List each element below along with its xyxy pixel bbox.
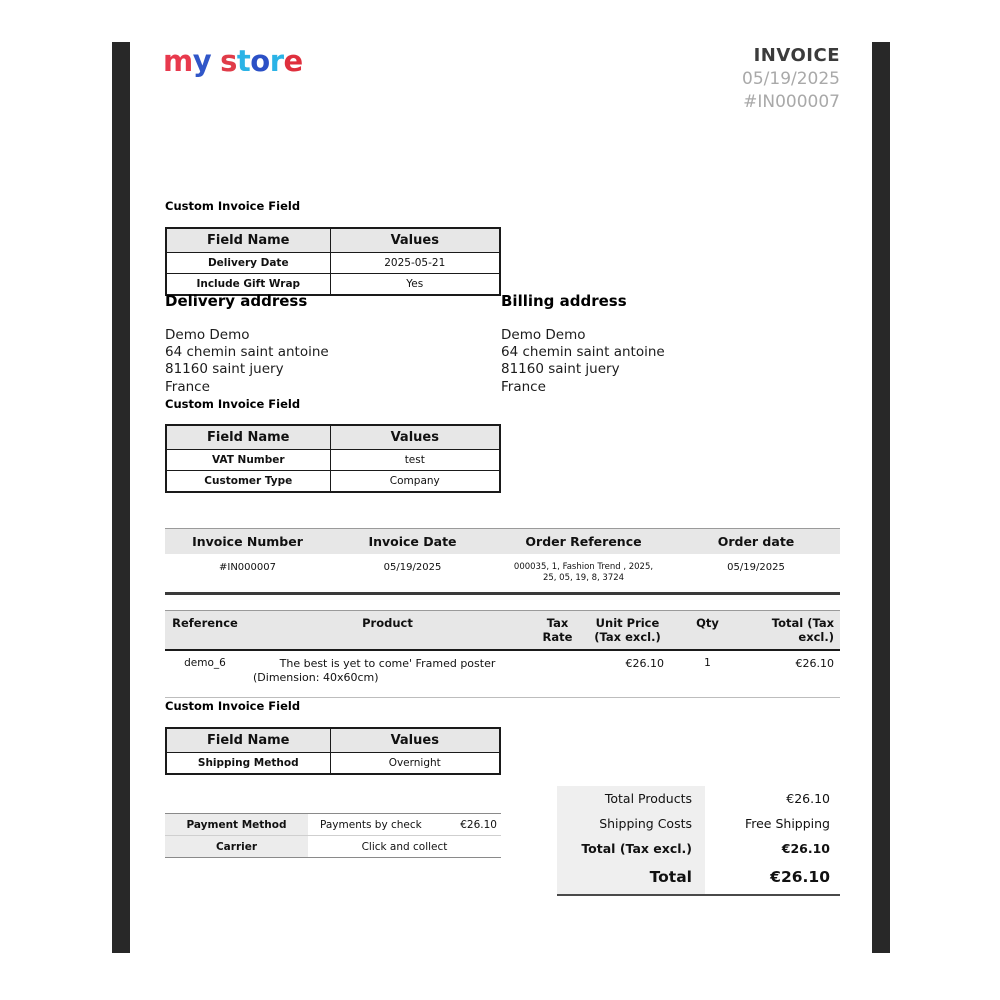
carrier-value: Click and collect bbox=[308, 836, 501, 858]
total-tax-excl-value: €26.10 bbox=[781, 841, 830, 856]
shipping-costs-value: Free Shipping bbox=[744, 816, 830, 831]
shipping-costs-row bbox=[557, 811, 840, 836]
column-header-field-name: Field Name bbox=[166, 728, 330, 753]
product-table bbox=[165, 610, 840, 698]
logo-letter: y bbox=[192, 44, 212, 78]
custom-field-table-delivery bbox=[165, 227, 501, 296]
field-name-cell: Customer Type bbox=[166, 471, 330, 493]
page-right-bar bbox=[872, 42, 890, 953]
payment-method-value-cell bbox=[308, 814, 501, 836]
delivery-address-title: Delivery address bbox=[165, 292, 308, 310]
payment-method-amount: €26.10 bbox=[460, 818, 497, 831]
product-name-line: The best is yet to come' Framed poster bbox=[279, 657, 496, 670]
grand-total-value: €26.10 bbox=[770, 868, 830, 886]
custom-field-table-shipping bbox=[165, 727, 501, 775]
total-tax-excl-row bbox=[557, 836, 840, 861]
order-date-cell: 05/19/2025 bbox=[727, 562, 785, 573]
carrier-row bbox=[165, 836, 501, 858]
table-row bbox=[166, 253, 500, 274]
line-total-cell: €26.10 bbox=[795, 657, 834, 670]
product-reference-cell: demo_6 bbox=[184, 657, 226, 669]
product-name-cell bbox=[245, 650, 530, 698]
store-logo bbox=[163, 44, 303, 78]
tax-rate-cell bbox=[530, 650, 585, 698]
custom-field-section-label: Custom Invoice Field bbox=[165, 199, 301, 213]
field-value-cell: Yes bbox=[330, 274, 500, 296]
unit-price-cell: €26.10 bbox=[625, 657, 664, 670]
field-name-cell: Include Gift Wrap bbox=[166, 274, 330, 296]
column-header-field-name: Field Name bbox=[166, 228, 330, 253]
order-reference-line: 000035, 1, Fashion Trend , 2025, bbox=[513, 562, 654, 572]
grand-total-label: Total bbox=[557, 861, 705, 895]
address-line: Demo Demo bbox=[501, 327, 586, 343]
column-header-tax-rate: Tax Rate bbox=[530, 611, 585, 651]
custom-field-section-label: Custom Invoice Field bbox=[165, 397, 301, 411]
logo-letter: m bbox=[163, 44, 193, 78]
billing-address-title: Billing address bbox=[501, 292, 627, 310]
column-header-reference: Reference bbox=[165, 611, 245, 651]
column-header-field-name: Field Name bbox=[166, 425, 330, 450]
field-name-cell: Shipping Method bbox=[166, 753, 330, 775]
grand-total-row bbox=[557, 861, 840, 895]
total-tax-excl-label: Total (Tax excl.) bbox=[557, 836, 705, 861]
logo-letter: r bbox=[269, 44, 284, 78]
invoice-date-cell: 05/19/2025 bbox=[383, 562, 442, 573]
column-header-values: Values bbox=[330, 425, 500, 450]
address-line: 81160 saint juery bbox=[165, 361, 284, 378]
order-reference-cell bbox=[495, 554, 672, 594]
page-left-bar bbox=[112, 42, 130, 953]
totals-table bbox=[557, 786, 840, 896]
invoice-header bbox=[540, 44, 840, 114]
carrier-label: Carrier bbox=[165, 836, 308, 858]
address-line: 64 chemin saint antoine bbox=[165, 344, 329, 361]
table-row bbox=[165, 554, 840, 594]
payment-method-row bbox=[165, 814, 501, 836]
table-row bbox=[166, 753, 500, 775]
table-row bbox=[166, 450, 500, 471]
order-reference-line: 25, 05, 19, 8, 3724 bbox=[542, 572, 625, 583]
custom-field-section-label: Custom Invoice Field bbox=[165, 699, 301, 713]
payment-method-label: Payment Method bbox=[165, 814, 308, 836]
field-value-cell: test bbox=[330, 450, 500, 471]
logo-letter: s bbox=[220, 44, 237, 78]
address-line: France bbox=[165, 378, 210, 395]
logo-letter: t bbox=[236, 44, 251, 78]
column-header-invoice-date: Invoice Date bbox=[330, 529, 495, 555]
invoice-number-cell: #IN000007 bbox=[219, 562, 276, 573]
column-header-values: Values bbox=[330, 228, 500, 253]
billing-address-block bbox=[501, 327, 665, 396]
field-value-cell: 2025-05-21 bbox=[330, 253, 500, 274]
invoice-number: #IN000007 bbox=[743, 92, 840, 112]
column-header-order-reference: Order Reference bbox=[495, 529, 672, 555]
field-value-cell: Company bbox=[330, 471, 500, 493]
product-row bbox=[165, 650, 840, 698]
delivery-address-block bbox=[165, 327, 329, 396]
payment-method-value: Payments by check bbox=[320, 818, 422, 831]
invoice-title: INVOICE bbox=[753, 45, 840, 66]
column-header-values: Values bbox=[330, 728, 500, 753]
column-header-qty: Qty bbox=[670, 611, 745, 651]
custom-field-table-vat bbox=[165, 424, 501, 493]
address-line: 81160 saint juery bbox=[501, 361, 620, 378]
total-products-value: €26.10 bbox=[786, 791, 830, 806]
column-header-unit-price: Unit Price (Tax excl.) bbox=[585, 611, 670, 651]
column-header-order-date: Order date bbox=[672, 529, 840, 555]
field-name-cell: Delivery Date bbox=[166, 253, 330, 274]
table-row bbox=[166, 471, 500, 493]
logo-letter: o bbox=[250, 44, 270, 78]
address-line: 64 chemin saint antoine bbox=[501, 344, 665, 361]
logo-letter: e bbox=[283, 44, 303, 78]
column-header-total: Total (Tax excl.) bbox=[745, 611, 840, 651]
shipping-costs-label: Shipping Costs bbox=[557, 811, 705, 836]
product-dimension-line: (Dimension: 40x60cm) bbox=[253, 671, 379, 684]
qty-cell: 1 bbox=[704, 657, 711, 669]
address-line: France bbox=[501, 378, 546, 395]
field-name-cell: VAT Number bbox=[166, 450, 330, 471]
total-products-label: Total Products bbox=[557, 786, 705, 811]
address-line: Demo Demo bbox=[165, 327, 250, 343]
field-value-cell: Overnight bbox=[330, 753, 500, 775]
column-header-invoice-number: Invoice Number bbox=[165, 529, 330, 555]
invoice-info-table bbox=[165, 528, 840, 595]
column-header-product: Product bbox=[245, 611, 530, 651]
payment-table bbox=[165, 813, 501, 858]
total-products-row bbox=[557, 786, 840, 811]
invoice-date: 05/19/2025 bbox=[742, 69, 840, 89]
